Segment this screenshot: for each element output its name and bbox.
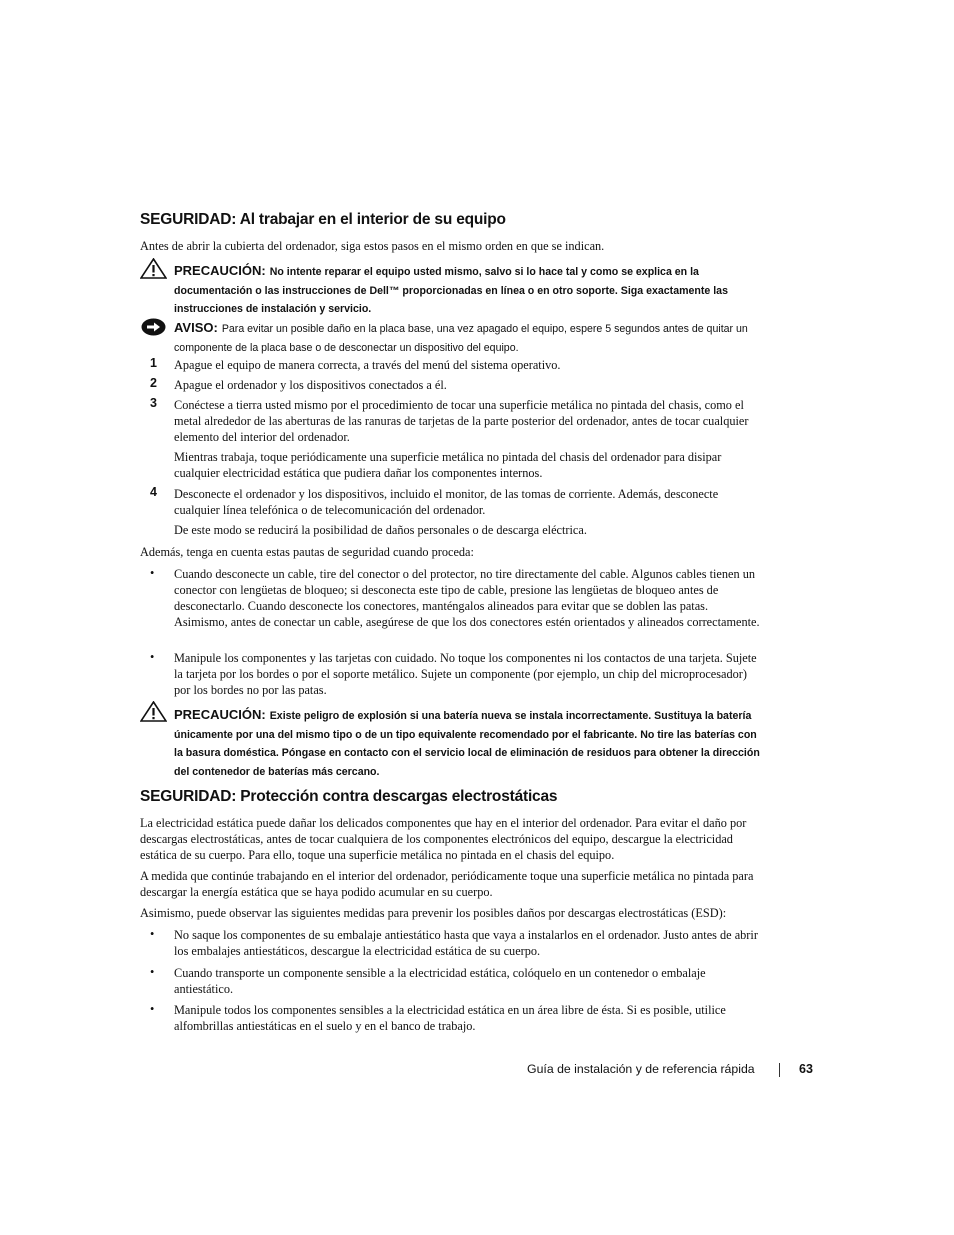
- section-intro: Antes de abrir la cubierta del ordenador, siga estos pasos en el mismo orden en que se indican.: [140, 239, 605, 253]
- notice-arrow-icon: [141, 318, 166, 336]
- page-number: 63: [799, 1062, 813, 1076]
- notice-note: [174, 319, 760, 356]
- caution-warning-icon: [140, 258, 167, 279]
- step-extra-text: Mientras trabaja, toque periódicamente una superficie metálica no pintada del chasis del ordenador para disipar cualquier electricidad estática que pudiera dañar los componentes internos.: [174, 450, 722, 480]
- list-item: Manipule los componentes y las tarjetas con cuidado. No toque los componentes ni los contactos de una tarjeta. Sujete la tarjeta por los bordes o por el soporte metálico. Sujete un componente (por ejemplo, un chip del microprocesador) por los bordes no por las patas.: [174, 651, 757, 697]
- caution-text: No intente reparar el equipo usted mismo, salvo si lo hace tal y como se explica en la documentación o las instrucciones de Dell™ proporcionadas en línea o en otro soporte. Siga exactamente las instrucciones de instalación y servicio.: [174, 266, 728, 315]
- bullet-marker: •: [150, 927, 155, 941]
- bullet-marker: •: [150, 965, 155, 979]
- list-item: Cuando desconecte un cable, tire del conector o del protector, no tire directamente del cable. Algunos cables tienen un conector con lengüetas de bloqueo; si desconecta este tipo de cable, presione las lengüetas de bloqueo antes de desconectarlo. Cuando desconecte los conectores, manténgalos alineados para evitar que se doblen las patas. Asimismo, antes de conectar un cable, asegúrese de que los dos conectores estén orientados y alineados correctamente.: [174, 567, 760, 629]
- bullet-marker: •: [150, 1002, 155, 1016]
- caution-label: PRECAUCIÓN:: [174, 707, 266, 722]
- step-number: 3: [150, 396, 157, 410]
- step-number: 4: [150, 485, 157, 499]
- esd-paragraph: A medida que continúe trabajando en el interior del ordenador, periódicamente toque una superficie metálica no pintada para descargar la energía estática que se haya podido acumular en su cuerpo.: [140, 869, 754, 899]
- list-item: No saque los componentes de su embalaje antiestático hasta que vaya a instalarlos en el ordenador. Justo antes de abrir los embalajes antiestáticos, descargue la electricidad estática de su cuerpo.: [174, 928, 758, 958]
- step-text: Conéctese a tierra usted mismo por el procedimiento de tocar una superficie metálica no pintada del chasis, como el metal alrededor de las aberturas de las ranuras de tarjetas de la parte posterior del ordenador, antes de tocar cualquier elemento del interior del ordenador.: [174, 398, 749, 444]
- list-item: Manipule todos los componentes sensibles a la electricidad estática en un área libre de ésta. Si es posible, utilice alfombrillas antiestáticas en el suelo y en el banco de trabajo.: [174, 1003, 726, 1033]
- bullet-marker: •: [150, 650, 155, 664]
- step-number: 1: [150, 356, 157, 370]
- caution-warning-icon: [140, 701, 167, 722]
- battery-caution-note: [174, 706, 760, 780]
- esd-paragraph: La electricidad estática puede dañar los delicados componentes que hay en el interior del ordenador. Para evitar el daño por descargas electrostáticas, antes de tocar cualquiera de los componentes electrónicos del equipo, descargue la electricidad estática de su cuerpo. Para ello, toque una superficie metálica no pintada en el chasis del equipo.: [140, 816, 747, 862]
- notice-label: AVISO:: [174, 320, 218, 335]
- footer-divider: [779, 1063, 780, 1077]
- list-item: Cuando transporte un componente sensible a la electricidad estática, colóquelo en un contenedor o embalaje antiestático.: [174, 966, 706, 996]
- caution-note: [174, 262, 760, 318]
- footer-title: Guía de instalación y de referencia rápida: [527, 1062, 755, 1076]
- guidelines-intro: Además, tenga en cuenta estas pautas de seguridad cuando proceda:: [140, 545, 474, 559]
- bullet-marker: •: [150, 566, 155, 580]
- step-number: 2: [150, 376, 157, 390]
- step-text: Apague el ordenador y los dispositivos conectados a él.: [174, 378, 447, 392]
- step-text: Apague el equipo de manera correcta, a través del menú del sistema operativo.: [174, 358, 561, 372]
- section-title-esd: SEGURIDAD: Protección contra descargas electrostáticas: [140, 788, 558, 805]
- esd-paragraph: Asimismo, puede observar las siguientes medidas para prevenir los posibles daños por descargas electrostáticas (ESD):: [140, 906, 727, 920]
- section-title-working-inside: SEGURIDAD: Al trabajar en el interior de su equipo: [140, 211, 506, 228]
- notice-text: Para evitar un posible daño en la placa base, una vez apagado el equipo, espere 5 segundos antes de quitar un componente de la placa base o de desconectar un dispositivo del equipo.: [174, 323, 748, 354]
- caution-text: Existe peligro de explosión si una batería nueva se instala incorrectamente. Sustituya la batería únicamente por una del mismo tipo o de un tipo equivalente recomendado por el fabricante. No tire las baterías con la basura doméstica. Póngase en contacto con el servicio local de eliminación de residuos para obtener la dirección del contenedor de baterías más cercano.: [174, 710, 760, 778]
- caution-label: PRECAUCIÓN:: [174, 263, 266, 278]
- step-text: Desconecte el ordenador y los dispositivos, incluido el monitor, de las tomas de corriente. Además, desconecte cualquier línea telefónica o de telecomunicación del ordenador.: [174, 487, 719, 517]
- step-extra-text: De este modo se reducirá la posibilidad de daños personales o de descarga eléctrica.: [174, 523, 587, 537]
